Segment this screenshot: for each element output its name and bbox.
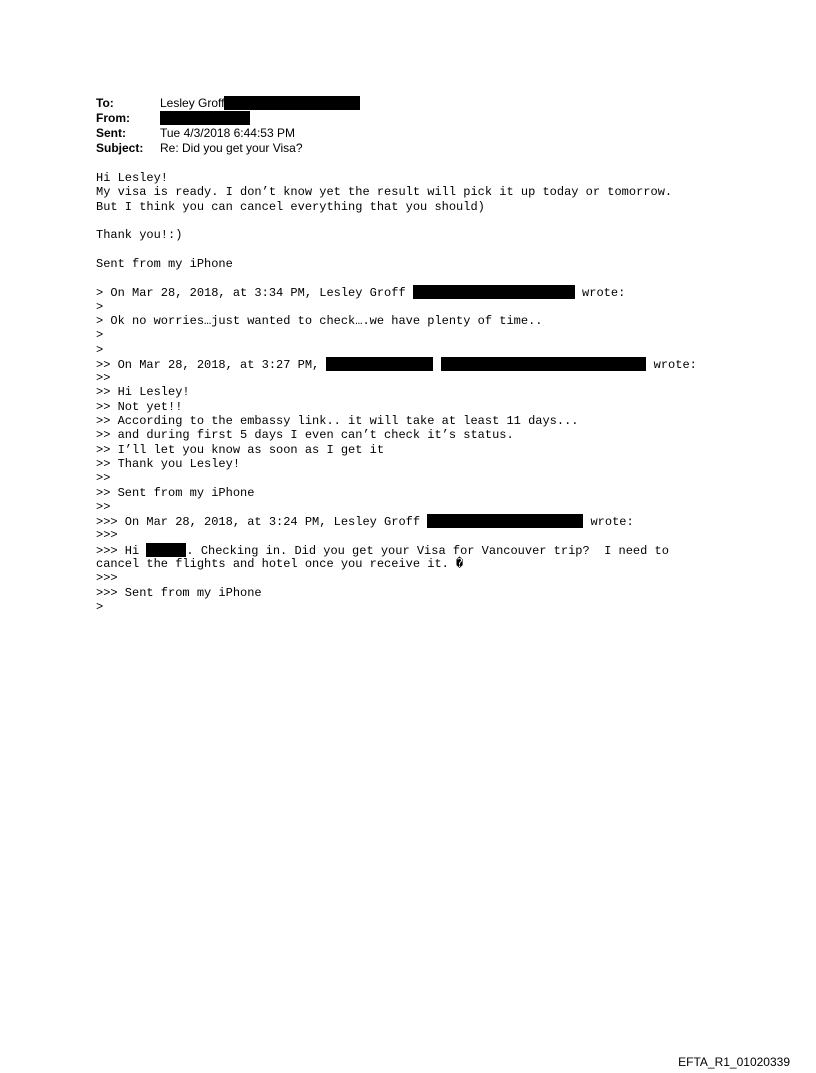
quoted-line: >> — [96, 371, 111, 386]
redaction-bar — [160, 111, 250, 125]
subject-value: Re: Did you get your Visa? — [160, 141, 303, 155]
quoted-text: . Checking in. Did you get your Visa for Vancouver trip? I need to — [186, 543, 669, 558]
quoted-line: >>> — [96, 528, 118, 543]
quoted-line — [96, 514, 756, 528]
body-line: But I think you can cancel everything that you should) — [96, 199, 485, 214]
blank-line — [96, 242, 756, 256]
quoted-text: wrote: — [583, 515, 634, 530]
quoted-line: >> Thank you Lesley! — [96, 456, 241, 471]
quoted-line: >> — [96, 471, 111, 486]
redaction-bar — [146, 543, 186, 557]
to-label: To: — [96, 96, 114, 110]
from-label: From: — [96, 111, 130, 125]
to-value: Lesley Groff — [160, 96, 225, 110]
email-body — [96, 171, 756, 614]
quoted-line: >> Hi Lesley! — [96, 385, 190, 400]
quoted-line — [96, 357, 756, 371]
sent-value: Tue 4/3/2018 6:44:53 PM — [160, 126, 295, 140]
quoted-text: > On Mar 28, 2018, at 3:34 PM, Lesley Groff — [96, 286, 413, 301]
quoted-line — [96, 543, 756, 557]
redaction-bar — [427, 514, 583, 528]
redaction-bar — [413, 285, 575, 299]
quoted-line: >>> — [96, 571, 118, 586]
quoted-line: > — [96, 599, 104, 614]
subject-label: Subject: — [96, 141, 144, 155]
quoted-line: >> I’ll let you know as soon as I get it — [96, 442, 385, 457]
quoted-line: >> Sent from my iPhone — [96, 485, 255, 500]
body-line: Thank you!:) — [96, 228, 183, 243]
quoted-line: >> According to the embassy link.. it will take at least 11 days... — [96, 414, 579, 429]
blank-line — [96, 214, 756, 228]
quoted-line: > — [96, 342, 104, 357]
redaction-bar — [326, 357, 433, 371]
body-line: Hi Lesley! — [96, 171, 169, 185]
quoted-text: wrote: — [574, 286, 626, 301]
quoted-line: cancel the flights and hotel once you receive it. � — [96, 557, 464, 572]
body-line: Sent from my iPhone — [96, 256, 233, 271]
quoted-text: >>> Hi — [96, 543, 147, 558]
blank-line — [96, 271, 756, 285]
quoted-text: wrote: — [646, 357, 697, 372]
document-id: EFTA_R1_01020339 — [678, 1055, 790, 1069]
to-value-wrapper — [160, 96, 360, 111]
redaction-bar — [441, 357, 646, 371]
quoted-line: >> — [96, 499, 111, 514]
quoted-line: >>> Sent from my iPhone — [96, 585, 262, 600]
sent-label: Sent: — [96, 126, 126, 140]
quoted-line — [96, 285, 756, 299]
body-line: My visa is ready. I don’t know yet the result will pick it up today or tomorrow. — [96, 185, 673, 200]
quoted-line: > — [96, 299, 104, 314]
quoted-line: > — [96, 328, 104, 343]
redaction-bar — [224, 96, 360, 110]
quoted-line: >> and during first 5 days I even can’t check it’s status. — [96, 428, 514, 443]
quoted-text: >>> On Mar 28, 2018, at 3:24 PM, Lesley Groff — [96, 515, 428, 530]
quoted-line: >> Not yet!! — [96, 399, 183, 414]
quoted-line: > Ok no worries…just wanted to check….we have plenty of time.. — [96, 313, 543, 328]
quoted-text: >> On Mar 28, 2018, at 3:27 PM, — [96, 357, 327, 372]
from-value-wrapper — [160, 111, 250, 126]
